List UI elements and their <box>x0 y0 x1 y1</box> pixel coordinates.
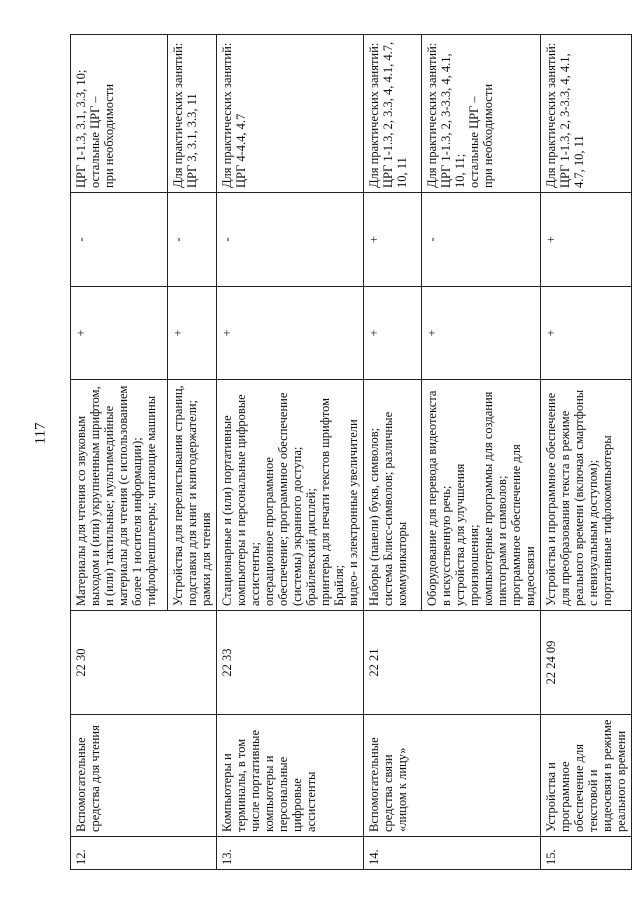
usage-note <box>364 35 422 193</box>
devices-table <box>70 34 632 870</box>
device-description: Устройства для перелистывания страниц, подставки для книг и книгодержатели; рамки для чтения <box>168 380 217 611</box>
device-category: Вспомогательные средства для чтения <box>71 715 217 837</box>
usage-note <box>168 35 217 193</box>
usage-note-line: ЦРГ 1-1.3, 2, 3-3.3, 4, 4.1, 4.7, 10, 11 <box>558 53 586 188</box>
table-row <box>217 35 364 870</box>
usage-note-line: ЦРГ 3, 3.1, 3.3, 11 <box>185 93 199 188</box>
device-category: Компьютеры и терминалы, в том числе портативные компьютеры и персональные цифровые ассистенты <box>217 715 364 837</box>
mark-secondary: - <box>71 193 168 287</box>
mark-secondary: + <box>364 193 422 287</box>
row-number: 12. <box>71 837 217 870</box>
mark-secondary: - <box>217 193 364 287</box>
mark-primary: + <box>217 287 364 380</box>
table-row <box>364 35 422 870</box>
usage-note-line: Для практических занятий: <box>367 42 381 188</box>
page-number: 117 <box>32 422 49 445</box>
table-row <box>541 35 632 870</box>
description-line: принтеры для печати текстов шрифтом Брайля; <box>318 397 346 606</box>
row-number: 15. <box>541 837 632 870</box>
description-line: устройства для улучшения произношения; <box>453 463 481 606</box>
usage-note <box>71 35 168 193</box>
usage-note-line: при необходимости <box>102 83 116 188</box>
description-line: Стационарные и (или) портативные компьютеры и персональные цифровые ассистенты; <box>220 394 262 606</box>
row-number: 13. <box>217 837 364 870</box>
description-line: операционное программное обеспечение; программное обеспечение (системы) экранного доступа; брайлевский дисплей; <box>262 392 318 606</box>
mark-primary: + <box>364 287 422 380</box>
usage-note-line: Для практических занятий: <box>220 42 234 188</box>
usage-note-line: Для практических занятий: <box>171 42 185 188</box>
classification-code: 22 33 <box>217 611 364 715</box>
classification-code: 22 24 09 <box>541 611 632 715</box>
description-line: программное обеспечение для видеосвязи <box>509 444 537 606</box>
mark-secondary: - <box>422 193 541 287</box>
classification-code: 22 30 <box>71 611 217 715</box>
description-line: портативные тифлокомпьютеры <box>600 435 614 606</box>
usage-note-line: Для практических занятий: <box>544 42 558 188</box>
usage-note-line: ЦРГ 1-1.3, 3.1, 3.3, 10; <box>74 69 88 188</box>
device-category: Вспомогательные средства связи «лицом к лицу» <box>364 715 541 837</box>
description-line: Наборы (панели) букв, символов; <box>367 427 381 606</box>
device-category: Устройства и программное обеспечение для текстовой и видеосвязи в режиме реального времени <box>541 715 632 837</box>
usage-note-line: остальные ЦРГ – <box>88 96 102 188</box>
usage-note <box>422 35 541 193</box>
device-description <box>422 380 541 611</box>
usage-note-line: ЦРГ 1-1.3, 2, 3-3.3, 4, 4.1, 10, 11; <box>439 53 467 188</box>
row-number: 14. <box>364 837 541 870</box>
table-row <box>71 35 168 870</box>
mark-primary: + <box>422 287 541 380</box>
classification-code: 22 21 <box>364 611 541 715</box>
rotated-table-wrapper <box>70 35 628 870</box>
mark-secondary: - <box>168 193 217 287</box>
usage-note <box>541 35 632 193</box>
mark-primary: + <box>71 287 168 380</box>
description-line: Оборудование для перевода видеотекста в искусственную речь; <box>425 390 453 606</box>
mark-secondary: + <box>541 193 632 287</box>
description-line: видео- и электронные увеличители <box>346 419 360 606</box>
device-description: Материалы для чтения со звуковым выходом и (или) укрупненным шрифтом, и (или) тактильные; мультимедийные материалы для чтения (с использованием более 1 носителя информации); тифлофлешплееры; читающие машины <box>71 380 168 611</box>
usage-note-line: ЦРГ 4-4.4, 4.7 <box>234 113 248 188</box>
description-line: система Блисс-символов; различные коммуникаторы <box>381 411 409 606</box>
device-description <box>364 380 422 611</box>
mark-primary: + <box>541 287 632 380</box>
usage-note-line: Для практических занятий: <box>425 42 439 188</box>
device-description <box>541 380 632 611</box>
usage-note-line: остальные ЦРГ – <box>467 96 481 188</box>
usage-note <box>217 35 364 193</box>
description-line: компьютерные программы для создания пиктограмм и символов; <box>481 391 509 606</box>
usage-note-line: ЦРГ 1-1.3, 2, 3.3, 4, 4.1, 4.7, 10, 11 <box>381 41 409 188</box>
description-line: Устройства и программное обеспечение для преобразования текста в режиме реального времени (включая смартфоны с невизуальным доступом); <box>544 389 600 606</box>
mark-primary: + <box>168 287 217 380</box>
usage-note-line: при необходимости <box>481 83 495 188</box>
device-description <box>217 380 364 611</box>
